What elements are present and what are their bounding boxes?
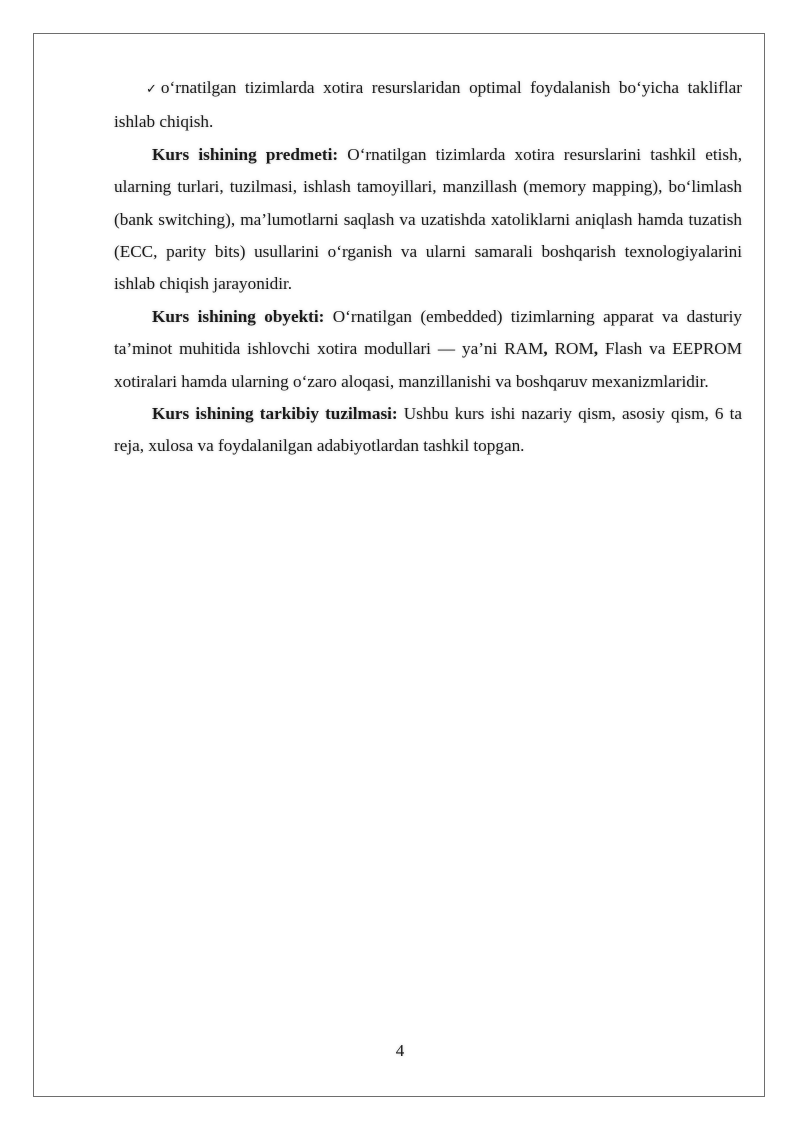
paragraph-predmet [114, 139, 742, 301]
predmet-text: O‘rnatilgan tizimlarda xotira resurslarini tashkil etish, ularning turlari, tuzilmasi, ishlash tamoyillari, manzillash (memory mapping), bo‘limlash (bank switching), ma’lumotlarni saqlash va uzatishda xatoliklarni aniqlash hamda tuzatish (ECC, parity bits) usullarini o‘rganish va ularni samarali boshqarish texnologiyalarini ishlab chiqish jarayonidir. [114, 144, 742, 294]
page-number: 4 [395, 1041, 405, 1060]
tarkib-label: Kurs ishining tarkibiy tuzilmasi: [152, 404, 398, 424]
checkmark-icon: ✓ [146, 82, 157, 97]
obyekt-text-middle: ROM [547, 339, 594, 359]
bullet-text: o‘rnatilgan tizimlarda xotira resurslaridan optimal foydalanish bo‘yicha takliflar ishlab chiqish. [114, 78, 742, 132]
bullet-item [114, 72, 742, 139]
paragraph-tarkib [114, 398, 742, 463]
obyekt-text-before: O‘rnatilgan (embedded) tizimlarning apparat va dasturiy ta’minot muhitida ishlovchi xotira modullari — ya’ni RAM [114, 306, 743, 359]
paragraph-obyekt [114, 301, 742, 398]
obyekt-label: Kurs ishining obyekti: [152, 306, 325, 326]
obyekt-comma-2: , [593, 339, 599, 359]
tarkib-text: Ushbu kurs ishi nazariy qism, asosiy qism, 6 ta reja, xulosa va foydalanilgan adabiyotlardan tashkil topgan. [114, 404, 742, 456]
obyekt-text-after: Flash va EEPROM xotiralari hamda ularning o‘zaro aloqasi, manzillanishi va boshqaruv mexanizmlaridir. [114, 339, 742, 391]
obyekt-comma-1: , [543, 339, 548, 359]
document-body [114, 72, 742, 463]
predmet-label: Kurs ishining predmeti: [152, 144, 339, 164]
